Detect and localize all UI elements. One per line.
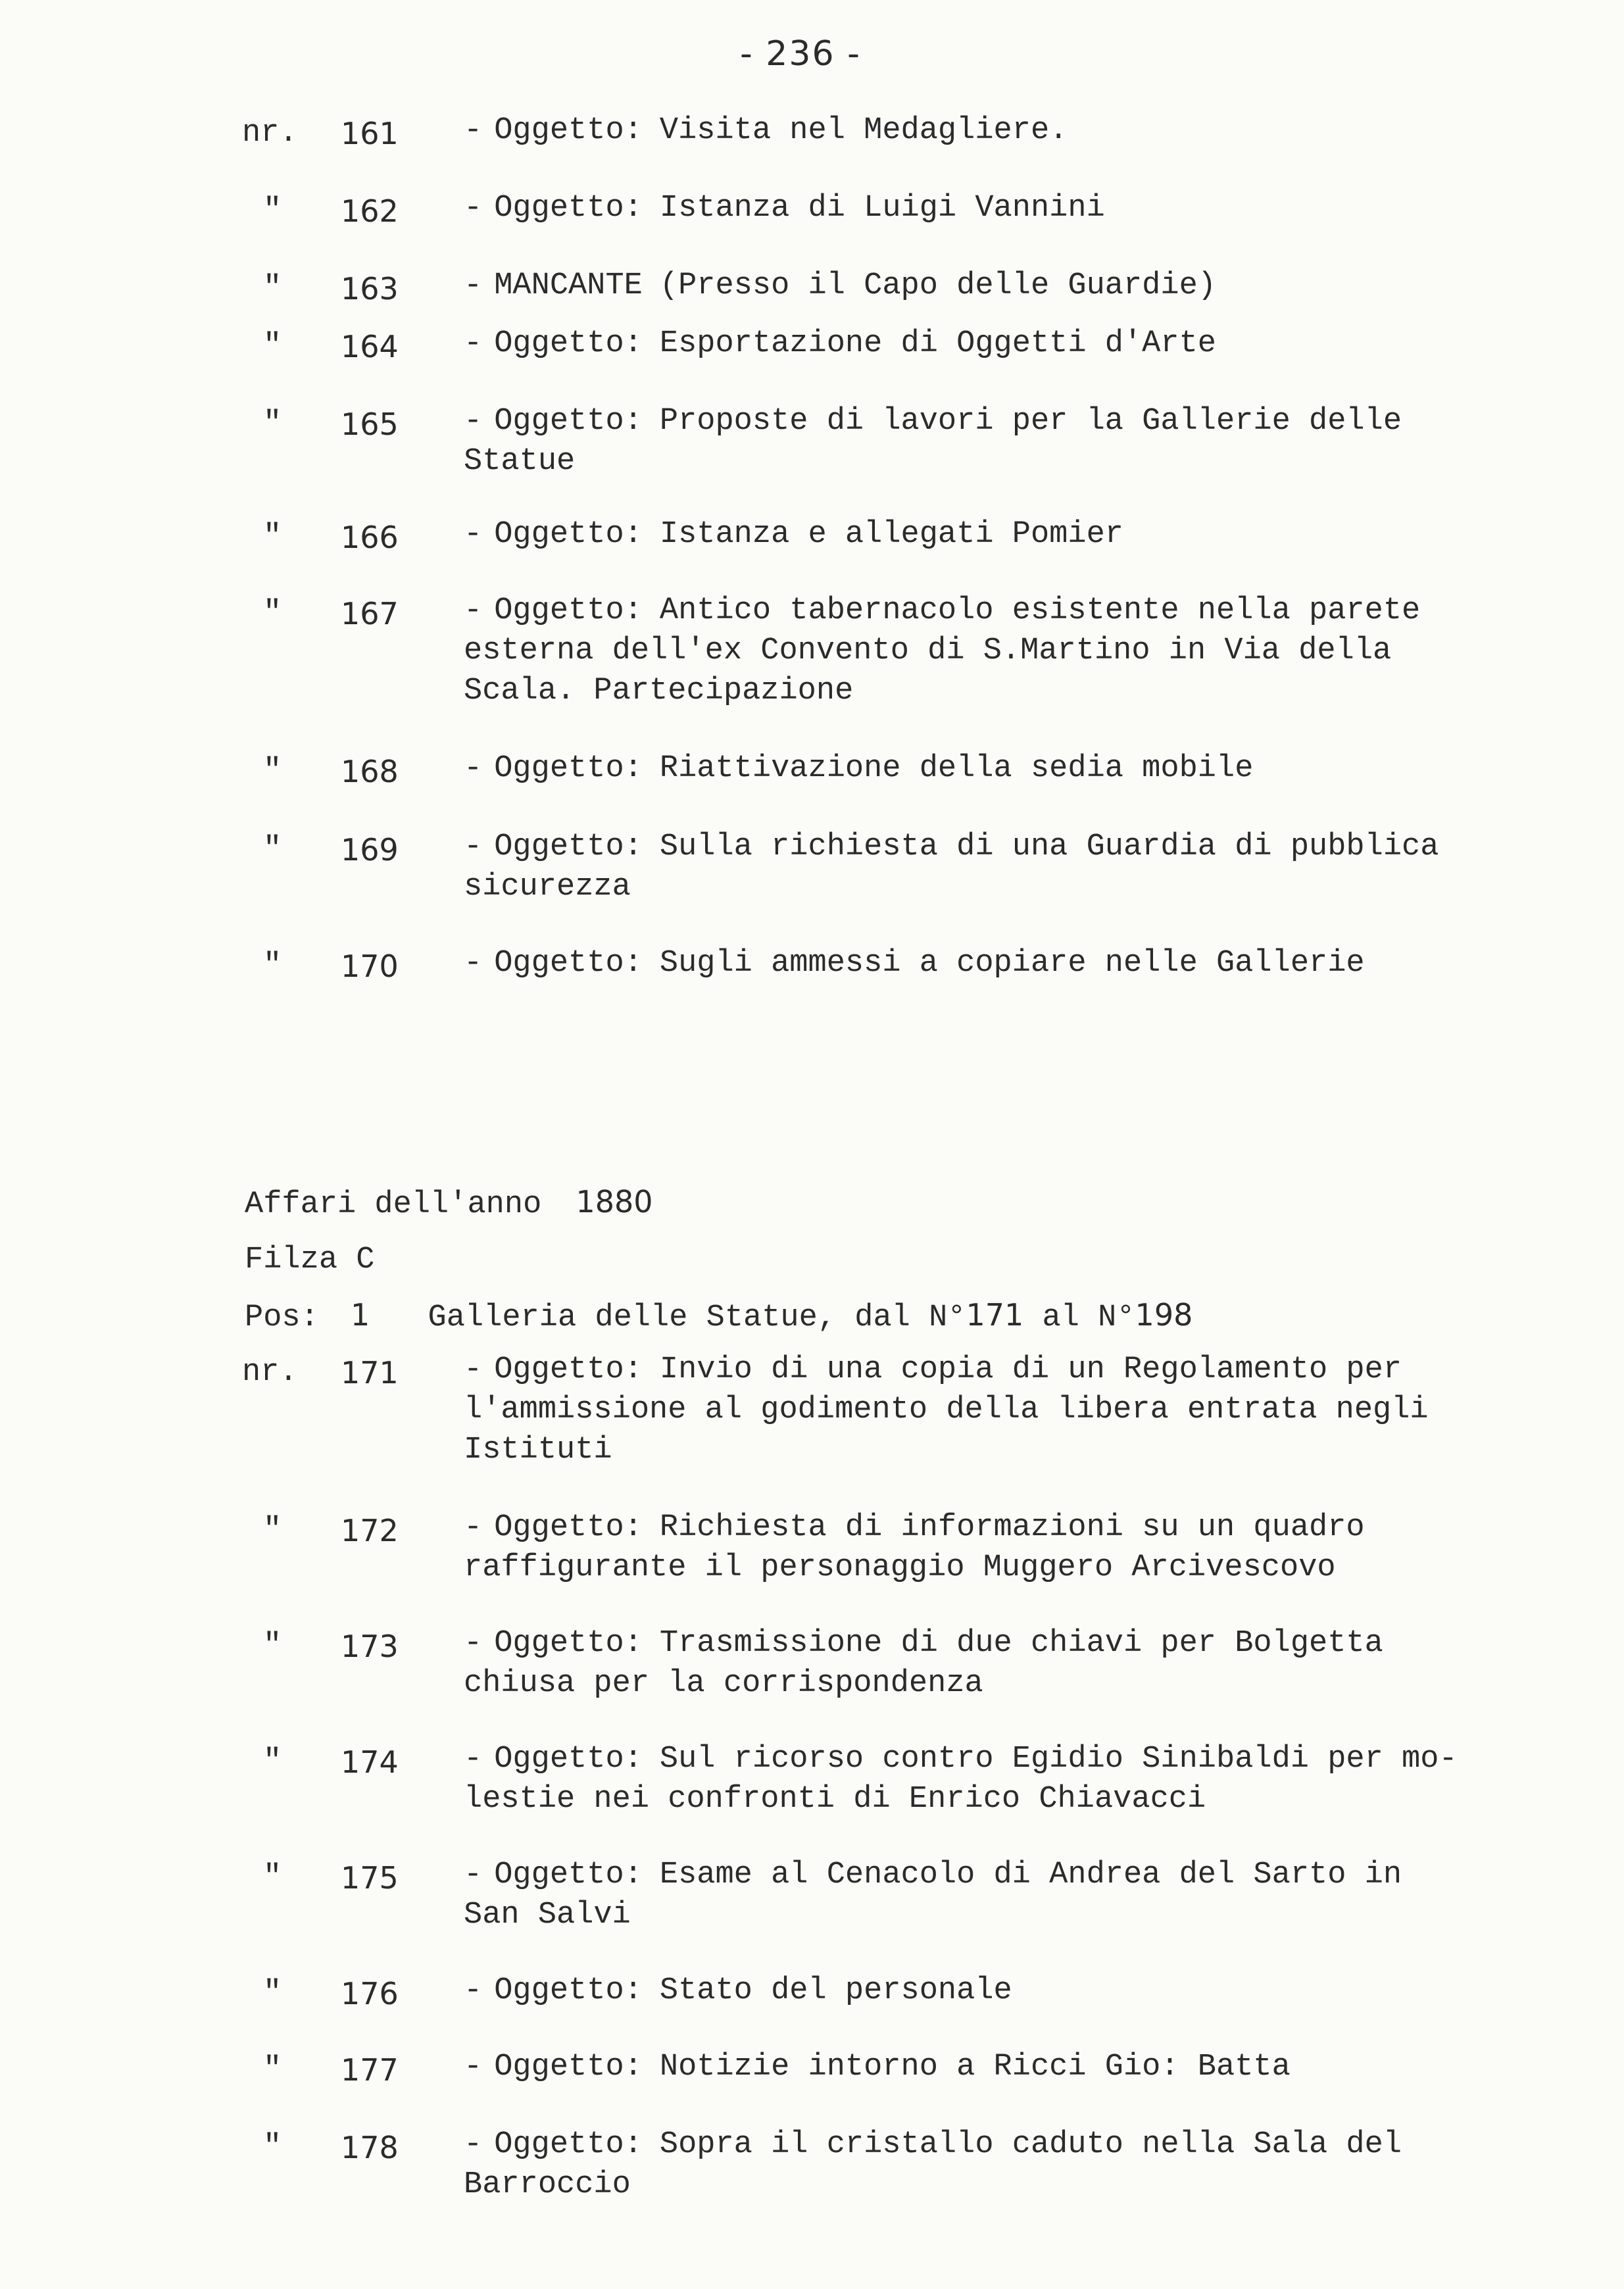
item-label: Oggetto: <box>494 113 643 148</box>
item-dash: - <box>464 1626 483 1661</box>
item-number: 175 <box>341 1860 399 1896</box>
item-label: Oggetto: <box>494 593 643 628</box>
item-label: Oggetto: <box>494 326 643 361</box>
filza-line: Filza C <box>245 1243 375 1277</box>
item-dash: - <box>464 1858 483 1892</box>
item-dash: - <box>464 113 483 148</box>
item-description: Sulla richiesta di una Guardia di pubblica sicurezza <box>464 829 1439 904</box>
item-dash: - <box>464 1742 483 1777</box>
item-number: 163 <box>341 271 399 307</box>
item-description: Stato del personale <box>659 1973 1012 2008</box>
item-number: 177 <box>341 2052 399 2088</box>
item-label: Oggetto: <box>494 946 643 981</box>
item-text <box>464 749 1556 789</box>
item-text <box>464 1508 1556 1588</box>
item-label: MANCANTE <box>494 268 643 303</box>
item-number: 178 <box>341 2130 399 2165</box>
item-description: (Presso il Capo delle Guardie) <box>659 268 1216 303</box>
item-dash: - <box>464 1352 483 1387</box>
item-description: Istanza e allegati Pomier <box>659 517 1123 552</box>
item-dash: - <box>464 2127 483 2162</box>
item-prefix: " <box>263 1860 282 1895</box>
item-prefix: " <box>263 832 282 867</box>
item-text <box>464 2125 1556 2205</box>
item-label: Oggetto: <box>494 1858 643 1892</box>
item-prefix: " <box>263 1976 282 2011</box>
item-prefix: " <box>263 193 282 228</box>
item-text <box>464 111 1556 151</box>
item-text <box>464 1350 1556 1470</box>
item-description: Riattivazione della sedia mobile <box>659 751 1254 786</box>
item-label: Oggetto: <box>494 404 643 439</box>
item-description: Esame al Cenacolo di Andrea del Sarto in San Salvi <box>464 1858 1402 1932</box>
item-dash: - <box>464 268 483 303</box>
item-text <box>464 827 1556 907</box>
item-dash: - <box>464 751 483 786</box>
item-label: Oggetto: <box>494 1626 643 1661</box>
item-number: 172 <box>341 1513 399 1548</box>
item-prefix: " <box>263 271 282 306</box>
item-description: Trasmissione di due chiavi per Bolgetta chiusa per la corrispondenza <box>464 1626 1383 1701</box>
item-number: 168 <box>341 754 399 789</box>
item-prefix: " <box>263 2052 282 2087</box>
pos-text-a: Galleria delle Statue, dal N° <box>428 1300 966 1335</box>
item-text <box>464 2047 1556 2087</box>
item-description: Notizie intorno a Ricci Gio: Batta <box>659 2050 1291 2084</box>
item-number: 164 <box>341 329 399 364</box>
item-text <box>464 591 1556 711</box>
item-text <box>464 324 1556 364</box>
item-prefix: " <box>263 1513 282 1548</box>
item-description: Richiesta di informazioni su un quadro raffigurante il personaggio Muggero Arcivescovo <box>464 1510 1365 1585</box>
item-text <box>464 1971 1556 2011</box>
item-dash: - <box>464 191 483 226</box>
item-prefix: " <box>263 406 282 441</box>
item-prefix: nr. <box>242 116 298 151</box>
item-prefix: " <box>263 329 282 364</box>
item-description: Istanza di Luigi Vannini <box>659 191 1105 226</box>
item-prefix: " <box>263 1744 282 1779</box>
item-number: 171 <box>341 1355 399 1391</box>
affari-label: Affari dell'anno <box>245 1187 542 1222</box>
item-dash: - <box>464 1973 483 2008</box>
pos-label: Pos: <box>245 1300 319 1335</box>
pos-number: 1 <box>351 1297 370 1333</box>
pos-text-b: al N° <box>1042 1300 1135 1335</box>
item-text <box>464 401 1556 481</box>
item-text <box>464 266 1556 306</box>
item-description: Sopra il cristallo caduto nella Sala del Barroccio <box>464 2127 1402 2202</box>
item-text <box>464 1739 1556 1819</box>
item-number: 169 <box>341 832 399 868</box>
item-label: Oggetto: <box>494 1352 643 1387</box>
item-dash: - <box>464 829 483 864</box>
item-number: 166 <box>341 520 399 555</box>
item-prefix: " <box>263 948 282 983</box>
item-description: Sul ricorso contro Egidio Sinibaldi per mo- lestie nei confronti di Enrico Chiavacci <box>464 1742 1458 1817</box>
item-description: Sugli ammessi a copiare nelle Gallerie <box>659 946 1365 981</box>
item-dash: - <box>464 517 483 552</box>
page-number: - 236 - <box>740 34 861 74</box>
item-description: Visita nel Medagliere. <box>659 113 1068 148</box>
item-description: Esportazione di Oggetti d'Arte <box>659 326 1216 361</box>
item-prefix: " <box>263 754 282 789</box>
item-dash: - <box>464 404 483 439</box>
pos-from: 171 <box>966 1297 1024 1333</box>
item-number: 173 <box>341 1629 399 1664</box>
item-dash: - <box>464 593 483 628</box>
item-label: Oggetto: <box>494 1742 643 1777</box>
item-number: 170 <box>341 948 399 984</box>
item-dash: - <box>464 326 483 361</box>
item-label: Oggetto: <box>494 2127 643 2162</box>
item-dash: - <box>464 946 483 981</box>
item-label: Oggetto: <box>494 191 643 226</box>
item-prefix: " <box>263 2130 282 2165</box>
item-description: Antico tabernacolo esistente nella parete esterna dell'ex Convento di S.Martino in Via della Scala. Partecipazione <box>464 593 1421 708</box>
item-label: Oggetto: <box>494 1510 643 1545</box>
affari-year: 1880 <box>576 1184 653 1219</box>
item-dash: - <box>464 1510 483 1545</box>
item-description: Proposte di lavori per la Gallerie delle Statue <box>464 404 1402 479</box>
item-prefix: " <box>263 1629 282 1663</box>
item-number: 174 <box>341 1744 399 1780</box>
item-label: Oggetto: <box>494 829 643 864</box>
item-prefix: nr. <box>242 1355 298 1390</box>
item-number: 165 <box>341 406 399 442</box>
pos-to: 198 <box>1135 1297 1193 1333</box>
item-text <box>464 1855 1556 1935</box>
item-label: Oggetto: <box>494 517 643 552</box>
item-label: Oggetto: <box>494 1973 643 2008</box>
item-description: Invio di una copia di un Regolamento per l'ammissione al godimento della libera entrata negli Istituti <box>464 1352 1429 1467</box>
item-prefix: " <box>263 596 282 631</box>
affari-line <box>245 1184 653 1222</box>
item-label: Oggetto: <box>494 751 643 786</box>
item-number: 176 <box>341 1976 399 2011</box>
item-text <box>464 188 1556 228</box>
item-number: 162 <box>341 193 399 229</box>
item-prefix: " <box>263 520 282 554</box>
item-text <box>464 514 1556 554</box>
item-text <box>464 1623 1556 1704</box>
item-number: 167 <box>341 596 399 631</box>
item-dash: - <box>464 2050 483 2084</box>
item-text <box>464 943 1556 983</box>
item-number: 161 <box>341 116 399 151</box>
pos-line <box>245 1297 1193 1335</box>
item-label: Oggetto: <box>494 2050 643 2084</box>
